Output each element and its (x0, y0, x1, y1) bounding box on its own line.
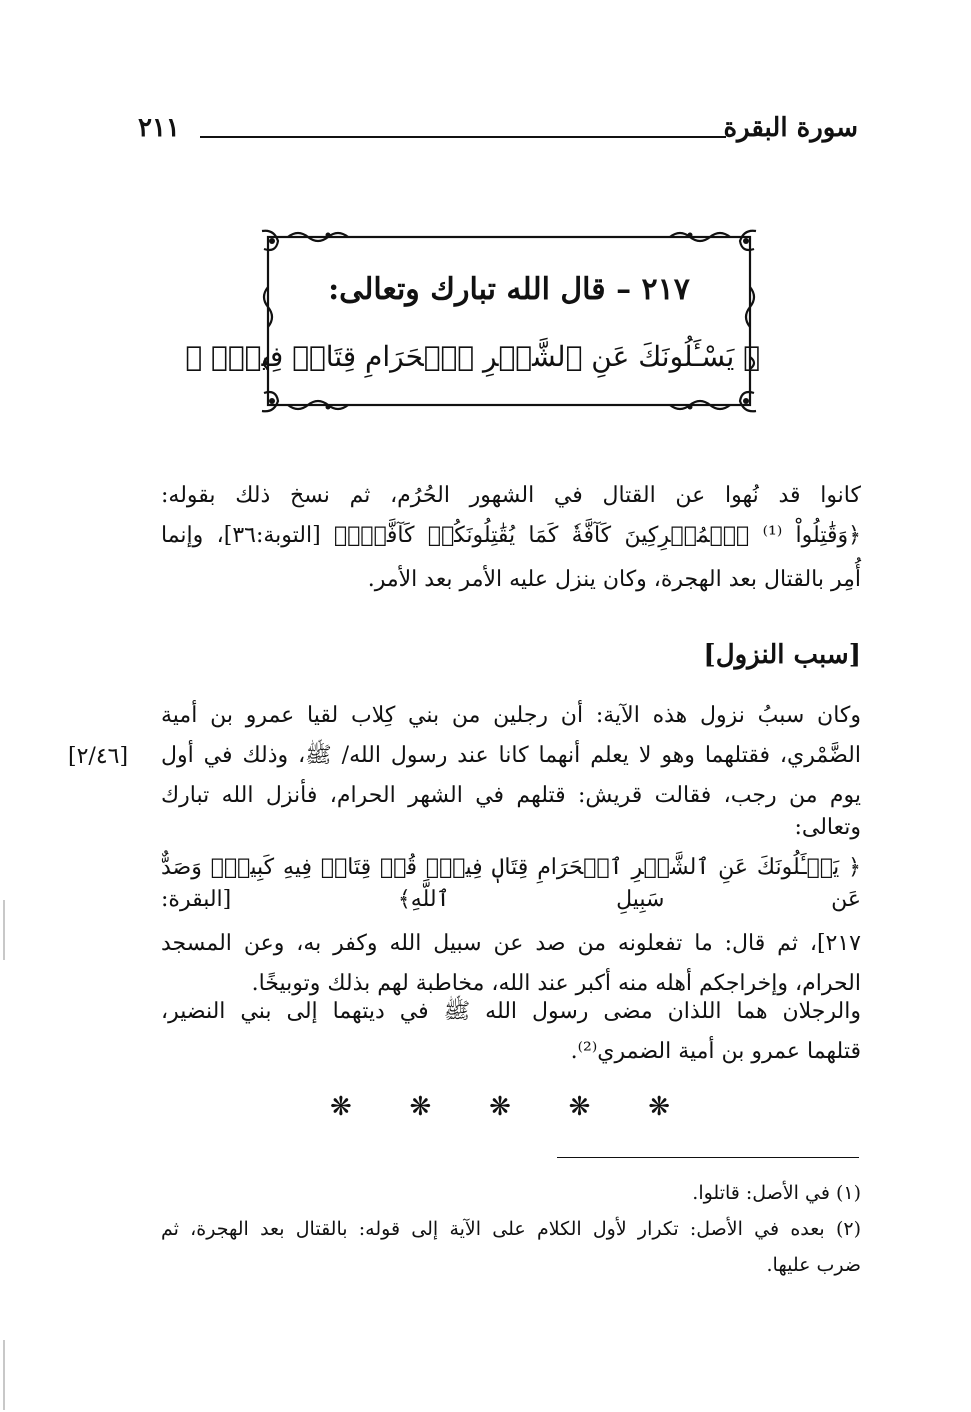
scan-edge (3, 1340, 5, 1410)
scan-edge (3, 900, 5, 960)
margin-reference: [٢/٤٦] (68, 744, 129, 769)
text-line: كانوا قد نُهوا عن القتال في الشهور الحُرُم، ثم نسخ ذلك بقوله: (161, 483, 861, 508)
ornamental-frame (185, 227, 760, 415)
separator-stars (330, 1092, 670, 1122)
text-line: ﴿ يَسۡـَٔلُونَكَ عَنِ ٱلشَّهۡرِ ٱلۡحَرَامِ قِتَالٖ فِيهِۖ قُلۡ قِتَالٞ فِيهِ كَبِيرٞۚ وَصَدٌّ عَن سَبِيلِ ٱللَّهِ﴾ [البقرة: (161, 855, 861, 912)
text-line: والرجلان هما اللذان مضى رسول الله ﷺ في ديتهما إلى بني النضير، (161, 999, 861, 1024)
star-icon: ❋ (409, 1092, 432, 1122)
text-line: ﴿وَقَٰتِلُواْ ⁽¹⁾ ٱلۡمُشۡرِكِينَ كَآفَّةٗ كَمَا يُقَٰتِلُونَكُمۡ كَآفَّةٗۚ﴾ [التوبة:٣٦]، وإنما (161, 523, 861, 548)
footnote-1 (161, 1178, 861, 1208)
paragraph-intro (161, 480, 861, 596)
paragraph-cause (161, 700, 861, 1000)
verse-number-title: ٢١٧ – قال الله تبارك وتعالى: (328, 272, 690, 307)
footnote-rule (557, 1157, 859, 1158)
header-rule (200, 136, 726, 138)
section-heading: [سبب النزول] (703, 640, 861, 670)
star-icon: ❋ (330, 1092, 352, 1122)
star-icon: ❋ (648, 1092, 670, 1122)
paragraph-two-men (161, 996, 861, 1068)
quran-verse: ﴿ يَسْـَٔلُونَكَ عَنِ ٱلشَّهۡرِ ٱلۡحَرَامِ قِتَالٖ فِيهِۖ ﴾ (185, 340, 760, 373)
text-line: قتلهما عمرو بن أمية الضمري⁽²⁾. (570, 1039, 861, 1064)
footnote-line: (١) في الأصل: قاتلوا. (692, 1182, 861, 1204)
text-line: الحرام، وإخراجكم أهله منه أكبر عند الله، مخاطبة لهم بذلك وتوبيخًا. (251, 971, 861, 996)
star-icon: ❋ (568, 1092, 591, 1122)
text-line: الضَّمْري، فقتلهما وهو لا يعلم أنهما كانا عند رسول الله/ ﷺ، وذلك في أول (161, 743, 861, 768)
star-icon: ❋ (489, 1092, 511, 1122)
surah-title: سورة البقرة (723, 113, 858, 143)
ornamental-border-icon (185, 227, 760, 415)
text-line: أُمِر بالقتال بعد الهجرة، وكان ينزل عليه الأمر بعد الأمر. (367, 567, 861, 592)
footnote-2 (161, 1214, 861, 1280)
text-line: ٢١٧]، ثم قال: ما تفعلونه من صد عن سبيل الله وكفر به، وعن المسجد (161, 931, 861, 956)
page-number: ٢١١ (138, 113, 180, 143)
text-line: يوم من رجب، فقالت قريش: قتلهم في الشهر الحرام، فأنزل الله تبارك وتعالى: (161, 783, 861, 840)
footnote-line: ضرب عليها. (766, 1254, 861, 1276)
text-line: وكان سببُ نزول هذه الآية: أن رجلين من بني كِلاب لقيا عمرو بن أمية (161, 703, 861, 728)
footnote-line: (٢) بعده في الأصل: تكرار لأول الكلام على الآية إلى قوله: بالقتال بعد الهجرة، ثم (161, 1218, 861, 1240)
